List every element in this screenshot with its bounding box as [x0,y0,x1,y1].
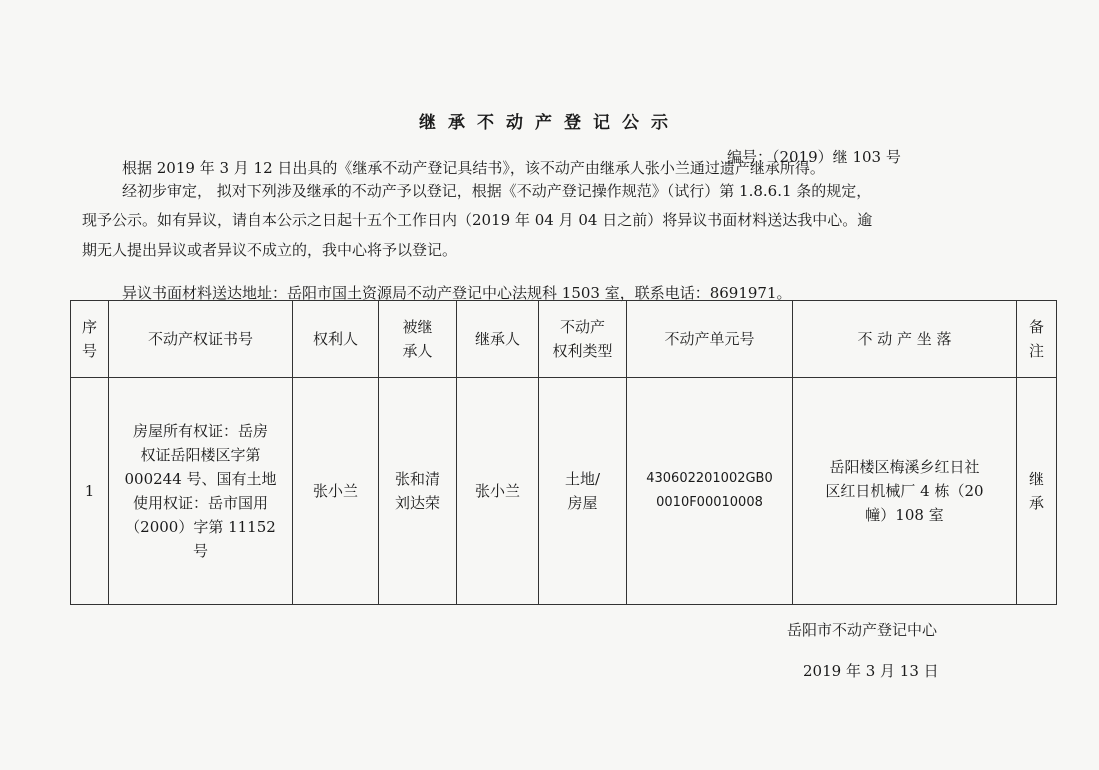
table-header-row [71,301,1057,378]
cell-heir: 张小兰 [457,378,539,605]
header-cert: 不动产权证书号 [109,301,293,378]
paragraph-review-line3: 期无人提出异议或者异议不成立的，我中心将予以登记。 [82,241,458,259]
registration-table [70,300,1057,605]
cell-unit-no: 430602201002GB0 0010F00010008 [627,378,793,605]
cell-seq: 1 [71,378,109,605]
cell-decedent: 张和清 刘达荣 [379,378,457,605]
header-right-type: 不动产 权利类型 [539,301,627,378]
header-remark: 备 注 [1017,301,1057,378]
header-heir: 继承人 [457,301,539,378]
page-title: 继承不动产登记公示 [419,113,680,133]
paragraph-objection-address: 异议书面材料送达地址：岳阳市国土资源局不动产登记中心法规科 1503 室，联系电话：8691971。 [122,284,792,302]
header-unit-no: 不动产单元号 [627,301,793,378]
header-location: 不 动 产 坐 落 [793,301,1017,378]
paragraph-review-line2: 现予公示。如有异议，请自本公示之日起十五个工作日内（2019 年 04 月 04 日之前）将异议书面材料送达我中心。逾 [82,211,873,229]
header-owner: 权利人 [293,301,379,378]
paragraph-review-line1: 经初步审定， 拟对下列涉及继承的不动产予以登记，根据《不动产登记操作规范》（试行）第 1.8.6.1 条的规定， [122,182,872,200]
cell-owner: 张小兰 [293,378,379,605]
issue-date: 2019 年 3 月 13 日 [803,662,939,680]
cell-right-type: 土地/ 房屋 [539,378,627,605]
cell-location: 岳阳楼区梅溪乡红日社 区红日机械厂 4 栋（20 幢）108 室 [793,378,1017,605]
header-seq: 序 号 [71,301,109,378]
issuer-signature: 岳阳市不动产登记中心 [787,621,938,639]
header-decedent: 被继 承人 [379,301,457,378]
table-row [71,378,1057,605]
cell-remark: 继 承 [1017,378,1057,605]
cell-cert: 房屋所有权证：岳房 权证岳阳楼区字第 000244 号、国有土地 使用权证：岳市国用 （2000）字第 11152 号 [109,378,293,605]
document-number: 编号：（2019）继 103 号 [727,148,901,166]
paragraph-basis: 根据 2019 年 3 月 12 日出具的《继承不动产登记具结书》，该不动产由继承人张小兰通过遗产继承所得。 [122,159,825,177]
